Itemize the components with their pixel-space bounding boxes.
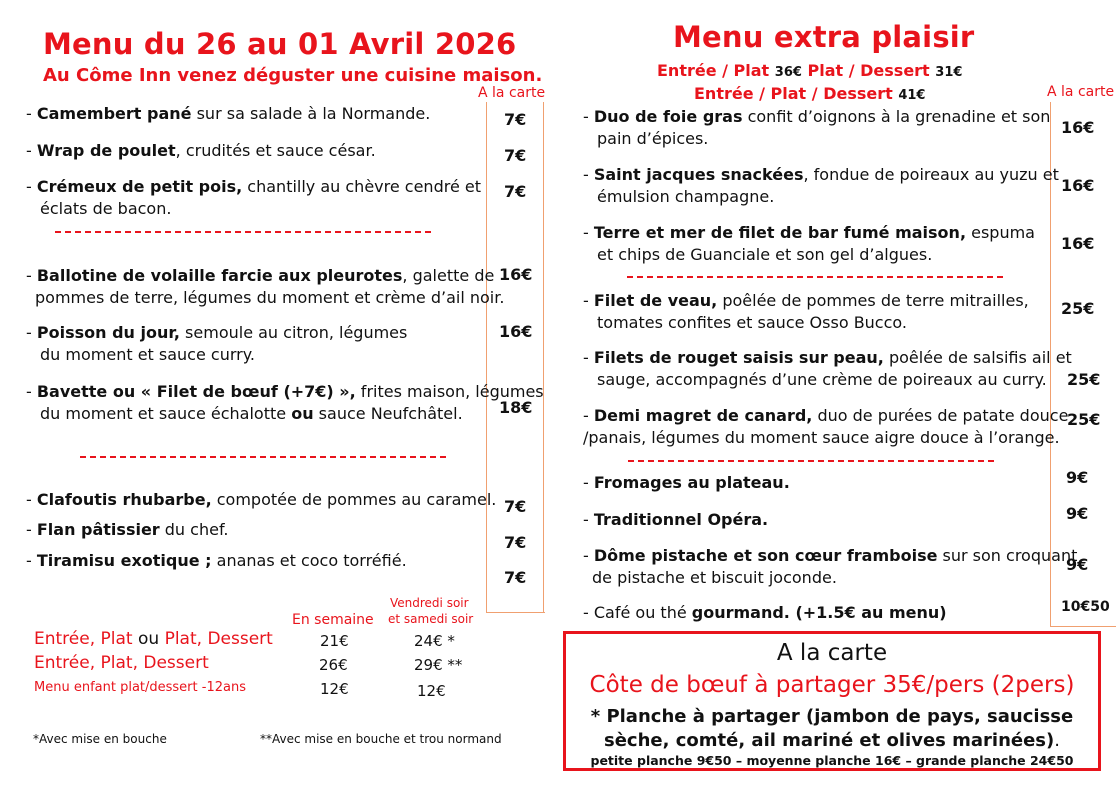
box-planche-sizes: petite planche 9€50 – moyenne planche 16€ – grande planche 24€50 bbox=[590, 753, 1074, 768]
left-menu-subtitle: Au Côme Inn venez déguster une cuisine maison. bbox=[43, 65, 543, 86]
item-price: 7€ bbox=[504, 568, 527, 587]
list-item-line2: de pistache et biscuit joconde. bbox=[592, 568, 837, 587]
list-item: - Dôme pistache et son cœur framboise sur son croquant bbox=[583, 546, 1078, 565]
list-item: - Flan pâtissier du chef. bbox=[26, 520, 229, 539]
item-price: 25€ bbox=[1061, 299, 1095, 318]
list-item: - Camembert pané sur sa salade à la Normande. bbox=[26, 104, 431, 123]
item-price: 7€ bbox=[504, 497, 527, 516]
item-price: 7€ bbox=[504, 110, 527, 129]
formula-row-2-weekend: 29€ ** bbox=[414, 656, 463, 674]
formula-row-1-week: 21€ bbox=[320, 632, 349, 650]
list-item: - Wrap de poulet, crudités et sauce césar. bbox=[26, 141, 376, 160]
separator bbox=[627, 276, 1003, 278]
left-menu-title: Menu du 26 au 01 Avril 2026 bbox=[43, 27, 517, 61]
item-price: 16€ bbox=[1061, 176, 1095, 195]
item-price: 16€ bbox=[499, 322, 533, 341]
box-title: A la carte bbox=[776, 640, 888, 666]
formula-row-1: Entrée, Plat ou Plat, Dessert bbox=[34, 629, 273, 649]
list-item-line2: éclats de bacon. bbox=[40, 199, 172, 218]
formula-header-weekend-1: Vendredi soir bbox=[390, 596, 469, 610]
right-formula-line-2: Entrée / Plat / Dessert 41€ bbox=[694, 84, 926, 103]
formula-row-3-week: 12€ bbox=[320, 680, 349, 698]
footnote-2: **Avec mise en bouche et trou normand bbox=[260, 732, 502, 746]
list-item: - Filet de veau, poêlée de pommes de terre mitrailles, bbox=[583, 291, 1029, 310]
list-item-line2: pommes de terre, légumes du moment et crème d’ail noir. bbox=[35, 288, 505, 307]
item-price: 7€ bbox=[504, 533, 527, 552]
box-planche-line-2: sèche, comté, ail mariné et olives marinées). bbox=[604, 730, 1060, 751]
list-item: - Ballotine de volaille farcie aux pleurotes, galette de bbox=[26, 266, 495, 285]
item-price: 9€ bbox=[1066, 555, 1089, 574]
list-item: - Duo de foie gras confit d’oignons à la grenadine et son bbox=[583, 107, 1051, 126]
list-item: - Poisson du jour, semoule au citron, légumes bbox=[26, 323, 408, 342]
box-cote-de-boeuf: Côte de bœuf à partager 35€/pers (2pers) bbox=[589, 672, 1075, 698]
box-planche-line-1: * Planche à partager (jambon de pays, saucisse bbox=[590, 706, 1074, 727]
item-price: 10€50 bbox=[1061, 599, 1110, 615]
separator bbox=[55, 231, 431, 233]
list-item: - Terre et mer de filet de bar fumé maison, espuma bbox=[583, 223, 1035, 242]
formula-header-week: En semaine bbox=[292, 612, 374, 628]
list-item: - Bavette ou « Filet de bœuf (+7€) », frites maison, légumes bbox=[26, 382, 544, 401]
list-item: - Clafoutis rhubarbe, compotée de pommes au caramel. bbox=[26, 490, 497, 509]
item-price: 9€ bbox=[1066, 468, 1089, 487]
right-price-column-bottom bbox=[1050, 626, 1116, 627]
right-col-header: A la carte bbox=[1047, 84, 1115, 100]
list-item-line2: tomates confites et sauce Osso Bucco. bbox=[597, 313, 907, 332]
list-item-line2: /panais, légumes du moment sauce aigre douce à l’orange. bbox=[583, 428, 1060, 447]
list-item: - Fromages au plateau. bbox=[583, 473, 790, 492]
list-item: - Traditionnel Opéra. bbox=[583, 510, 769, 529]
item-price: 16€ bbox=[1061, 234, 1095, 253]
list-item: - Tiramisu exotique ; ananas et coco torréfié. bbox=[26, 551, 407, 570]
item-price: 18€ bbox=[499, 398, 533, 417]
separator bbox=[80, 456, 446, 458]
list-item: - Filets de rouget saisis sur peau, poêlée de salsifis ail et bbox=[583, 348, 1072, 367]
formula-row-2: Entrée, Plat, Dessert bbox=[34, 653, 209, 673]
right-menu-title: Menu extra plaisir bbox=[673, 20, 975, 54]
list-item-line2: pain d’épices. bbox=[597, 129, 709, 148]
formula-header-weekend-2: et samedi soir bbox=[388, 612, 474, 626]
list-item-line2: du moment et sauce curry. bbox=[40, 345, 255, 364]
right-formula-line-1: Entrée / Plat 36€ Plat / Dessert 31€ bbox=[657, 61, 963, 80]
formula-row-3-weekend: 12€ bbox=[417, 682, 446, 700]
item-price: 16€ bbox=[499, 265, 533, 284]
item-price: 7€ bbox=[504, 182, 527, 201]
list-item: - Demi magret de canard, duo de purées de patate douce bbox=[583, 406, 1069, 425]
list-item-line2: et chips de Guanciale et son gel d’algues. bbox=[597, 245, 933, 264]
formula-row-1-weekend: 24€ * bbox=[414, 632, 455, 650]
item-price: 9€ bbox=[1066, 504, 1089, 523]
item-price: 16€ bbox=[1061, 118, 1095, 137]
list-item-line2: émulsion champagne. bbox=[597, 187, 775, 206]
item-price: 7€ bbox=[504, 146, 527, 165]
list-item: - Café ou thé gourmand. (+1.5€ au menu) bbox=[583, 603, 947, 622]
separator bbox=[628, 460, 994, 462]
item-price: 25€ bbox=[1067, 370, 1101, 389]
left-col-header: A la carte bbox=[478, 85, 546, 101]
left-price-column-bottom bbox=[486, 612, 544, 613]
item-price: 25€ bbox=[1067, 410, 1101, 429]
a-la-carte-box bbox=[563, 631, 1101, 771]
footnote-1: *Avec mise en bouche bbox=[33, 732, 167, 746]
formula-row-2-week: 26€ bbox=[319, 656, 348, 674]
formula-row-3: Menu enfant plat/dessert -12ans bbox=[34, 680, 246, 695]
list-item-line2: sauge, accompagnés d’une crème de poireaux au curry. bbox=[597, 370, 1047, 389]
list-item-line2: du moment et sauce échalotte ou sauce Neufchâtel. bbox=[40, 404, 463, 423]
left-price-column-right bbox=[543, 102, 544, 612]
list-item: - Crémeux de petit pois, chantilly au chèvre cendré et bbox=[26, 177, 481, 196]
list-item: - Saint jacques snackées, fondue de poireaux au yuzu et bbox=[583, 165, 1059, 184]
